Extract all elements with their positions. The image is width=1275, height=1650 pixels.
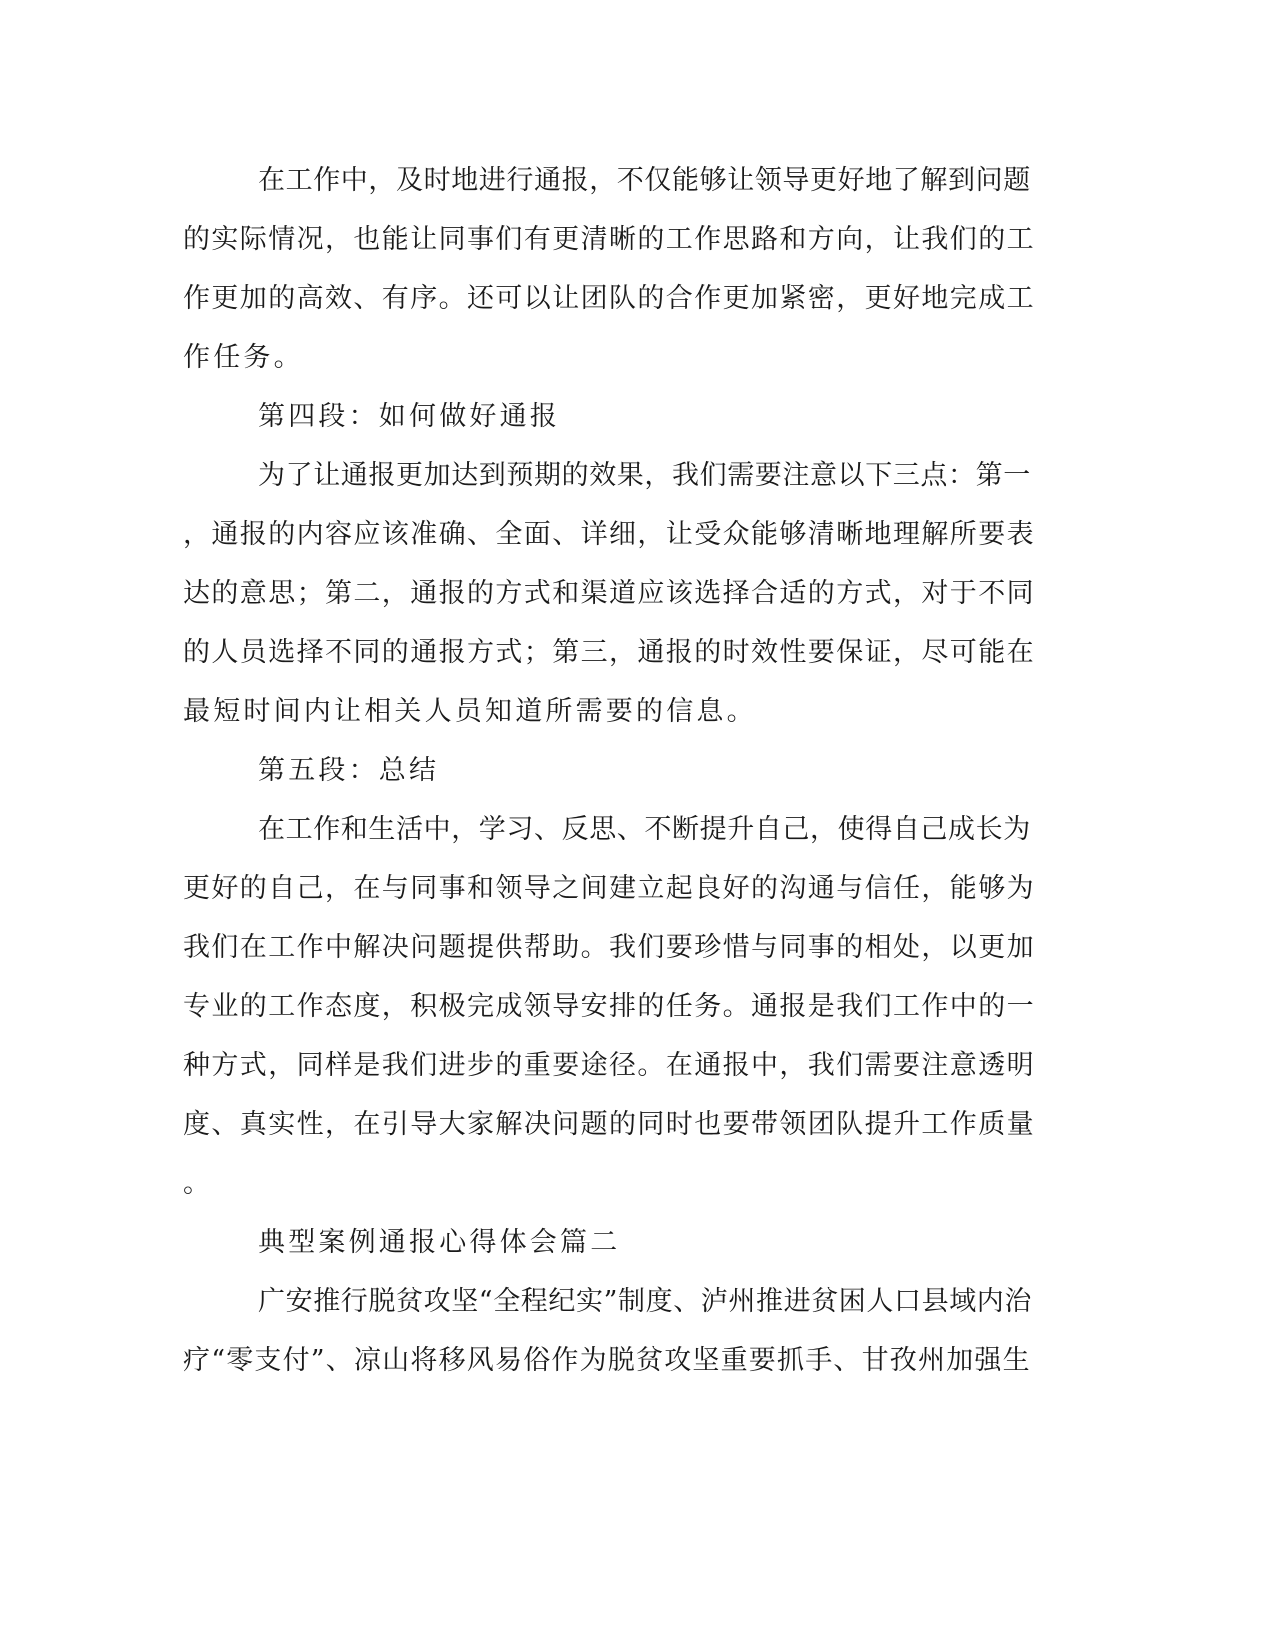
paragraph-line: 的人员选择不同的通报方式；第三，通报的时效性要保证，尽可能在	[183, 637, 1035, 668]
paragraph-line: 专业的工作态度，积极完成领导安排的任务。通报是我们工作中的一	[183, 991, 1035, 1022]
section-heading: 第四段：如何做好通报	[258, 401, 560, 432]
paragraph-line: 在工作和生活中，学习、反思、不断提升自己，使得自己成长为	[258, 814, 1031, 845]
paragraph-line: 达的意思；第二，通报的方式和渠道应该选择合适的方式，对于不同	[183, 578, 1035, 609]
section-heading: 典型案例通报心得体会篇二	[258, 1227, 621, 1258]
paragraph-line: ，通报的内容应该准确、全面、详细，让受众能够清晰地理解所要表	[183, 519, 1035, 550]
paragraph-line: 。	[183, 1168, 214, 1199]
paragraph-line: 更好的自己，在与同事和领导之间建立起良好的沟通与信任，能够为	[183, 873, 1035, 904]
paragraph-line: 在工作中，及时地进行通报，不仅能够让领导更好地了解到问题	[258, 165, 1031, 196]
section-heading: 第五段：总结	[258, 755, 440, 786]
paragraph-line: 为了让通报更加达到预期的效果，我们需要注意以下三点：第一	[258, 460, 1031, 491]
paragraph-line: 作任务。	[183, 342, 304, 373]
paragraph-line: 广安推行脱贫攻坚“全程纪实”制度、泸州推进贫困人口县域内治	[258, 1286, 1033, 1317]
paragraph-line: 的实际情况，也能让同事们有更清晰的工作思路和方向，让我们的工	[183, 224, 1035, 255]
paragraph-line: 我们在工作中解决问题提供帮助。我们要珍惜与同事的相处，以更加	[183, 932, 1035, 963]
paragraph-line: 度、真实性，在引导大家解决问题的同时也要带领团队提升工作质量	[183, 1109, 1035, 1140]
paragraph-line: 疗“零支付”、凉山将移风易俗作为脱贫攻坚重要抓手、甘孜州加强生	[183, 1345, 1031, 1376]
paragraph-line: 种方式，同样是我们进步的重要途径。在通报中，我们需要注意透明	[183, 1050, 1035, 1081]
paragraph-line: 最短时间内让相关人员知道所需要的信息。	[183, 696, 757, 727]
paragraph-line: 作更加的高效、有序。还可以让团队的合作更加紧密，更好地完成工	[183, 283, 1035, 314]
